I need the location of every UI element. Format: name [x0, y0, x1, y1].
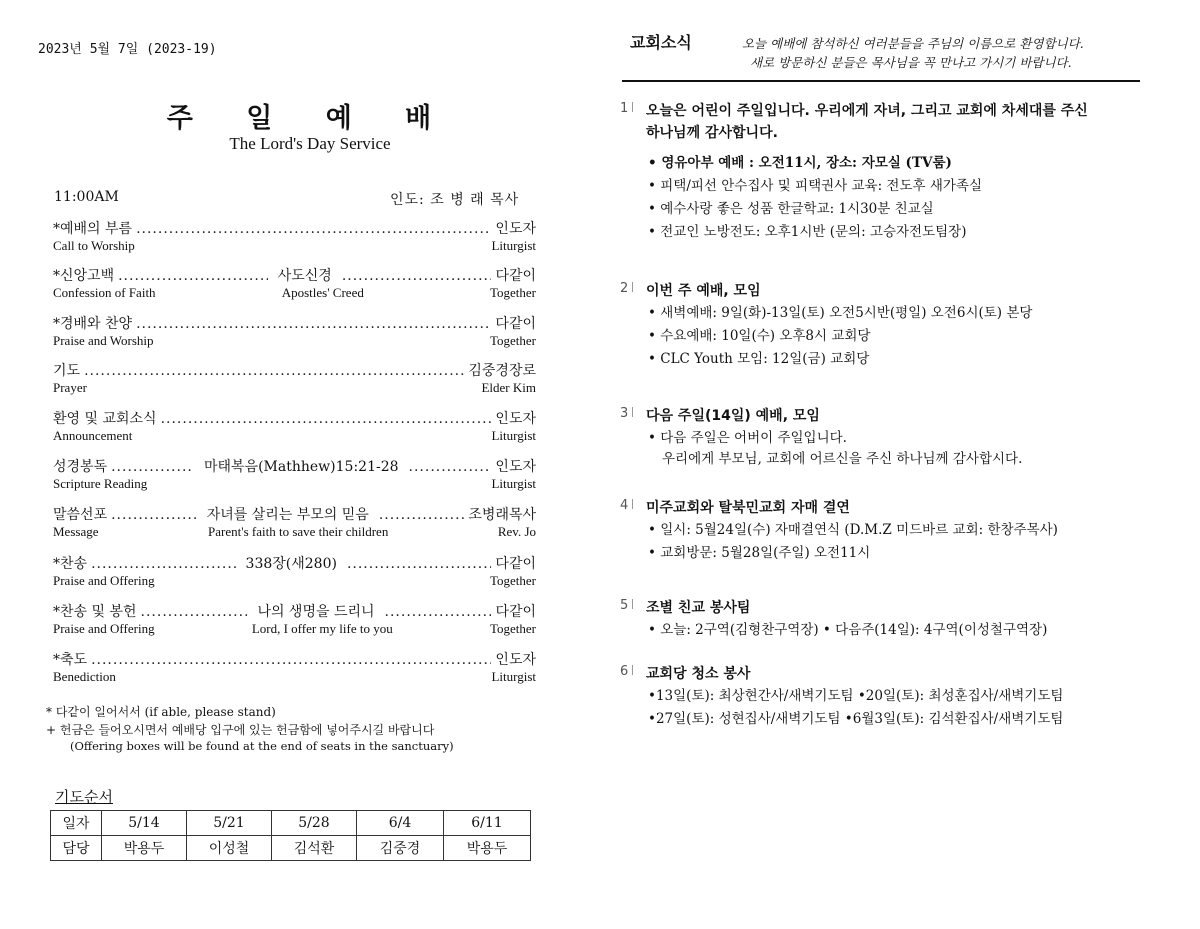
divider — [622, 80, 1140, 82]
section-number: 3 — [620, 406, 633, 421]
order-item — [53, 506, 536, 539]
news-section — [620, 597, 1150, 642]
order-item-english-label: Praise and Offering — [53, 573, 155, 588]
order-item-person: 인도자 — [495, 411, 536, 427]
order-item-korean — [53, 603, 536, 621]
news-section — [620, 100, 1150, 244]
order-item-detail: 338장(새280) — [245, 556, 337, 572]
table-cell: 이성철 — [187, 836, 272, 861]
table-cell: 담당 — [51, 836, 102, 861]
prayer-schedule-title: 기도순서 — [55, 788, 113, 806]
section-continuation: 우리에게 부모님, 교회에 어르신을 주신 하나님께 감사합시다. — [662, 451, 1023, 467]
order-item-english-person: Liturgist — [491, 238, 536, 253]
news-section — [620, 405, 1150, 468]
prayer-schedule-table — [50, 810, 531, 861]
dot-leader — [409, 458, 492, 476]
order-item-english-person: Liturgist — [491, 476, 536, 491]
order-item-english — [53, 476, 536, 491]
order-item-english-detail: Lord, I offer my life to you — [251, 621, 393, 636]
order-item-english-label: Announcement — [53, 428, 133, 443]
order-item-english-detail — [147, 476, 491, 491]
order-item-korean — [53, 267, 536, 285]
section-heading: 미주교회와 탈북민교회 자매 결연 — [646, 500, 850, 516]
table-cell: 김석환 — [272, 836, 357, 861]
order-item-korean — [53, 458, 536, 476]
dot-leader — [91, 555, 235, 573]
order-item-person: 조병래목사 — [468, 507, 537, 523]
order-item-person: 다같이 — [495, 604, 537, 620]
dot-leader — [379, 506, 465, 524]
order-item-english-person: Rev. Jo — [497, 524, 536, 539]
section-bullet: • 다음 주일은 어버이 주일입니다. — [648, 430, 847, 446]
dot-leader — [136, 315, 491, 333]
section-bullet: • CLC Youth 모임: 12일(금) 교회당 — [648, 351, 870, 367]
order-item-detail: 나의 생명을 드리니 — [257, 604, 375, 620]
order-item-person: 다같이 — [495, 316, 536, 332]
order-item-label: *찬송 및 봉헌 — [53, 604, 137, 620]
order-item-label: 성경봉독 — [53, 459, 108, 475]
order-item-label: *예배의 부름 — [53, 221, 133, 237]
order-item-korean — [53, 362, 536, 380]
note-offering: + 헌금은 들어오시면서 예배당 입구에 있는 헌금함에 넣어주시길 바랍니다 — [46, 723, 435, 737]
service-title-korean: 주 일 예 배 — [166, 103, 454, 134]
order-item-english-detail — [116, 669, 492, 684]
order-item-person: 인도자 — [495, 221, 536, 237]
order-item-label: 환영 및 교회소식 — [53, 411, 157, 427]
section-bullet: •27일(토): 성현집사/새벽기도팀 •6월3일(토): 김석환집사/새벽기도팀 — [648, 711, 1064, 727]
section-bullet: • 오늘: 2구역(김형찬구역장) • 다음주(14일): 4구역(이성철구역장) — [648, 622, 1048, 638]
table-cell: 6/4 — [357, 811, 444, 836]
order-item-english-person: Together — [489, 285, 536, 300]
order-item-korean — [53, 220, 536, 238]
dot-leader — [141, 603, 248, 621]
order-item-english-person: Together — [489, 573, 536, 588]
order-item-english-person: Together — [489, 621, 536, 636]
order-item-english-label: Confession of Faith — [53, 285, 156, 300]
news-section — [620, 663, 1150, 731]
welcome-line: 오늘 예배에 참석하신 여러분들을 주님의 이름으로 환영합니다. — [742, 36, 1084, 51]
section-number: 2 — [620, 281, 633, 296]
section-bullet: • 피택/피선 안수집사 및 피택권사 교육: 전도후 새가족실 — [648, 178, 982, 194]
table-cell: 박용두 — [444, 836, 531, 861]
section-number: 5 — [620, 598, 633, 613]
dot-leader — [111, 506, 197, 524]
order-item-person: 다같이 — [495, 556, 536, 572]
table-cell: 6/11 — [444, 811, 531, 836]
order-item — [53, 410, 536, 443]
order-item-label: *축도 — [53, 652, 88, 668]
order-item-english-label: Message — [53, 524, 99, 539]
order-item-english-detail — [135, 238, 492, 253]
order-item-english-label: Praise and Worship — [53, 333, 154, 348]
dot-leader — [111, 458, 194, 476]
order-item-korean — [53, 506, 536, 524]
order-item-label: *찬송 — [53, 556, 88, 572]
table-cell: 일자 — [51, 811, 102, 836]
welcome-line: 새로 방문하신 분들은 목사님을 꼭 만나고 가시기 바랍니다. — [750, 55, 1072, 70]
section-bullet: • 교회방문: 5월28일(주일) 오전11시 — [648, 545, 871, 561]
order-item — [53, 267, 536, 300]
order-item-english — [53, 524, 536, 539]
note-stand: * 다같이 일어서서 (if able, please stand) — [46, 705, 276, 719]
dot-leader — [385, 603, 492, 621]
section-bullet: • 예수사랑 좋은 성품 한글학교: 1시30분 친교실 — [648, 201, 934, 217]
order-item-korean — [53, 555, 536, 573]
order-item — [53, 555, 536, 588]
section-bullet: • 수요예배: 10일(수) 오후8시 교회당 — [648, 328, 871, 344]
section-bullet: • 일시: 5월24일(수) 자매결연식 (D.M.Z 미드바르 교회: 한창주목사) — [648, 522, 1058, 538]
order-item — [53, 315, 536, 348]
order-item-detail: 사도신경 — [277, 268, 332, 284]
order-item-english — [53, 238, 536, 253]
order-item-english-person: Elder Kim — [481, 380, 536, 395]
section-bullet: • 새벽예배: 9일(화)-13일(토) 오전5시반(평일) 오전6시(토) 본당 — [648, 305, 1033, 321]
order-item — [53, 220, 536, 253]
table-cell: 김중경 — [357, 836, 444, 861]
order-item-label: *신앙고백 — [53, 268, 115, 284]
section-heading: 이번 주 예배, 모임 — [646, 283, 761, 299]
order-item-english-detail — [155, 573, 490, 588]
section-heading: 하나님께 감사합니다. — [646, 125, 778, 141]
order-item-english-detail — [87, 380, 482, 395]
dot-leader — [84, 362, 464, 380]
order-item-english-detail — [132, 428, 491, 443]
service-leader: 인도: 조 병 래 목사 — [390, 192, 520, 208]
news-section — [620, 497, 1150, 565]
order-item-english-person: Liturgist — [491, 669, 536, 684]
order-item-person: 김중경장로 — [468, 363, 536, 379]
order-item-english-person: Liturgist — [491, 428, 536, 443]
table-cell: 5/28 — [272, 811, 357, 836]
table-cell: 박용두 — [102, 836, 187, 861]
order-item-label: *경배와 찬양 — [53, 316, 133, 332]
order-item-english-detail: Parent's faith to save their children — [208, 524, 389, 539]
order-item-label: 말씀선포 — [53, 507, 108, 523]
section-bullet: • 전교인 노방전도: 오후1시반 (문의: 고승자전도팀장) — [648, 224, 967, 240]
dot-leader — [161, 410, 492, 428]
order-item-english-label: Benediction — [53, 669, 116, 684]
order-item — [53, 651, 536, 684]
order-item — [53, 362, 536, 395]
dot-leader — [347, 555, 491, 573]
order-item-english — [53, 333, 536, 348]
order-item-english-label: Praise and Offering — [53, 621, 155, 636]
service-title-english: The Lord's Day Service — [229, 134, 391, 153]
order-item-english-label: Scripture Reading — [53, 476, 148, 491]
order-item-english — [53, 621, 536, 636]
order-item-detail: 마태복음(Mathhew)15:21-28 — [204, 459, 399, 475]
note-offering-english: (Offering boxes will be found at the end of seats in the sanctuary) — [70, 739, 454, 753]
table-cell: 5/14 — [102, 811, 187, 836]
order-item-label: 기도 — [53, 363, 81, 379]
dot-leader — [118, 267, 268, 285]
order-item-english-person: Together — [489, 333, 536, 348]
order-item-english — [53, 380, 536, 395]
order-item-english-label: Call to Worship — [53, 238, 135, 253]
order-item-english — [53, 428, 536, 443]
section-number: 6 — [620, 664, 633, 679]
section-bullet: • 영유아부 예배 : 오전11시, 장소: 자모실 (TV룸) — [648, 155, 952, 171]
section-heading: 조별 친교 봉사팀 — [646, 600, 751, 616]
news-title: 교회소식 — [630, 33, 692, 52]
order-item-english-detail: Apostles' Creed — [281, 285, 364, 300]
order-item-korean — [53, 410, 536, 428]
dot-leader — [136, 220, 491, 238]
section-heading: 다음 주일(14일) 예배, 모임 — [646, 408, 820, 424]
order-item-korean — [53, 315, 536, 333]
table-cell: 5/21 — [187, 811, 272, 836]
table-row — [51, 836, 531, 861]
service-time: 11:00AM — [54, 189, 119, 205]
order-item-person: 인도자 — [495, 459, 536, 475]
order-item-english-label: Prayer — [53, 380, 87, 395]
order-item-detail: 자녀를 살리는 부모의 믿음 — [206, 507, 369, 523]
dot-leader — [342, 267, 492, 285]
order-item-english-detail — [154, 333, 490, 348]
section-heading: 오늘은 어린이 주일입니다. 우리에게 자녀, 그리고 교회에 차세대를 주신 — [646, 103, 1088, 119]
order-item — [53, 458, 536, 491]
order-item-person: 다같이 — [495, 268, 537, 284]
section-heading: 교회당 청소 봉사 — [646, 666, 751, 682]
order-item-english — [53, 285, 536, 300]
section-bullet: •13일(토): 최상현간사/새벽기도팀 •20일(토): 최성훈집사/새벽기도팀 — [648, 688, 1064, 704]
order-item-english — [53, 573, 536, 588]
order-item — [53, 603, 536, 636]
dot-leader — [91, 651, 491, 669]
news-section — [620, 280, 1150, 371]
order-item-korean — [53, 651, 536, 669]
bulletin-date: 2023년 5월 7일 (2023-19) — [38, 42, 217, 57]
order-item-english — [53, 669, 536, 684]
section-number: 1 — [620, 101, 633, 116]
table-row — [51, 811, 531, 836]
section-number: 4 — [620, 498, 633, 513]
order-item-person: 인도자 — [495, 652, 536, 668]
